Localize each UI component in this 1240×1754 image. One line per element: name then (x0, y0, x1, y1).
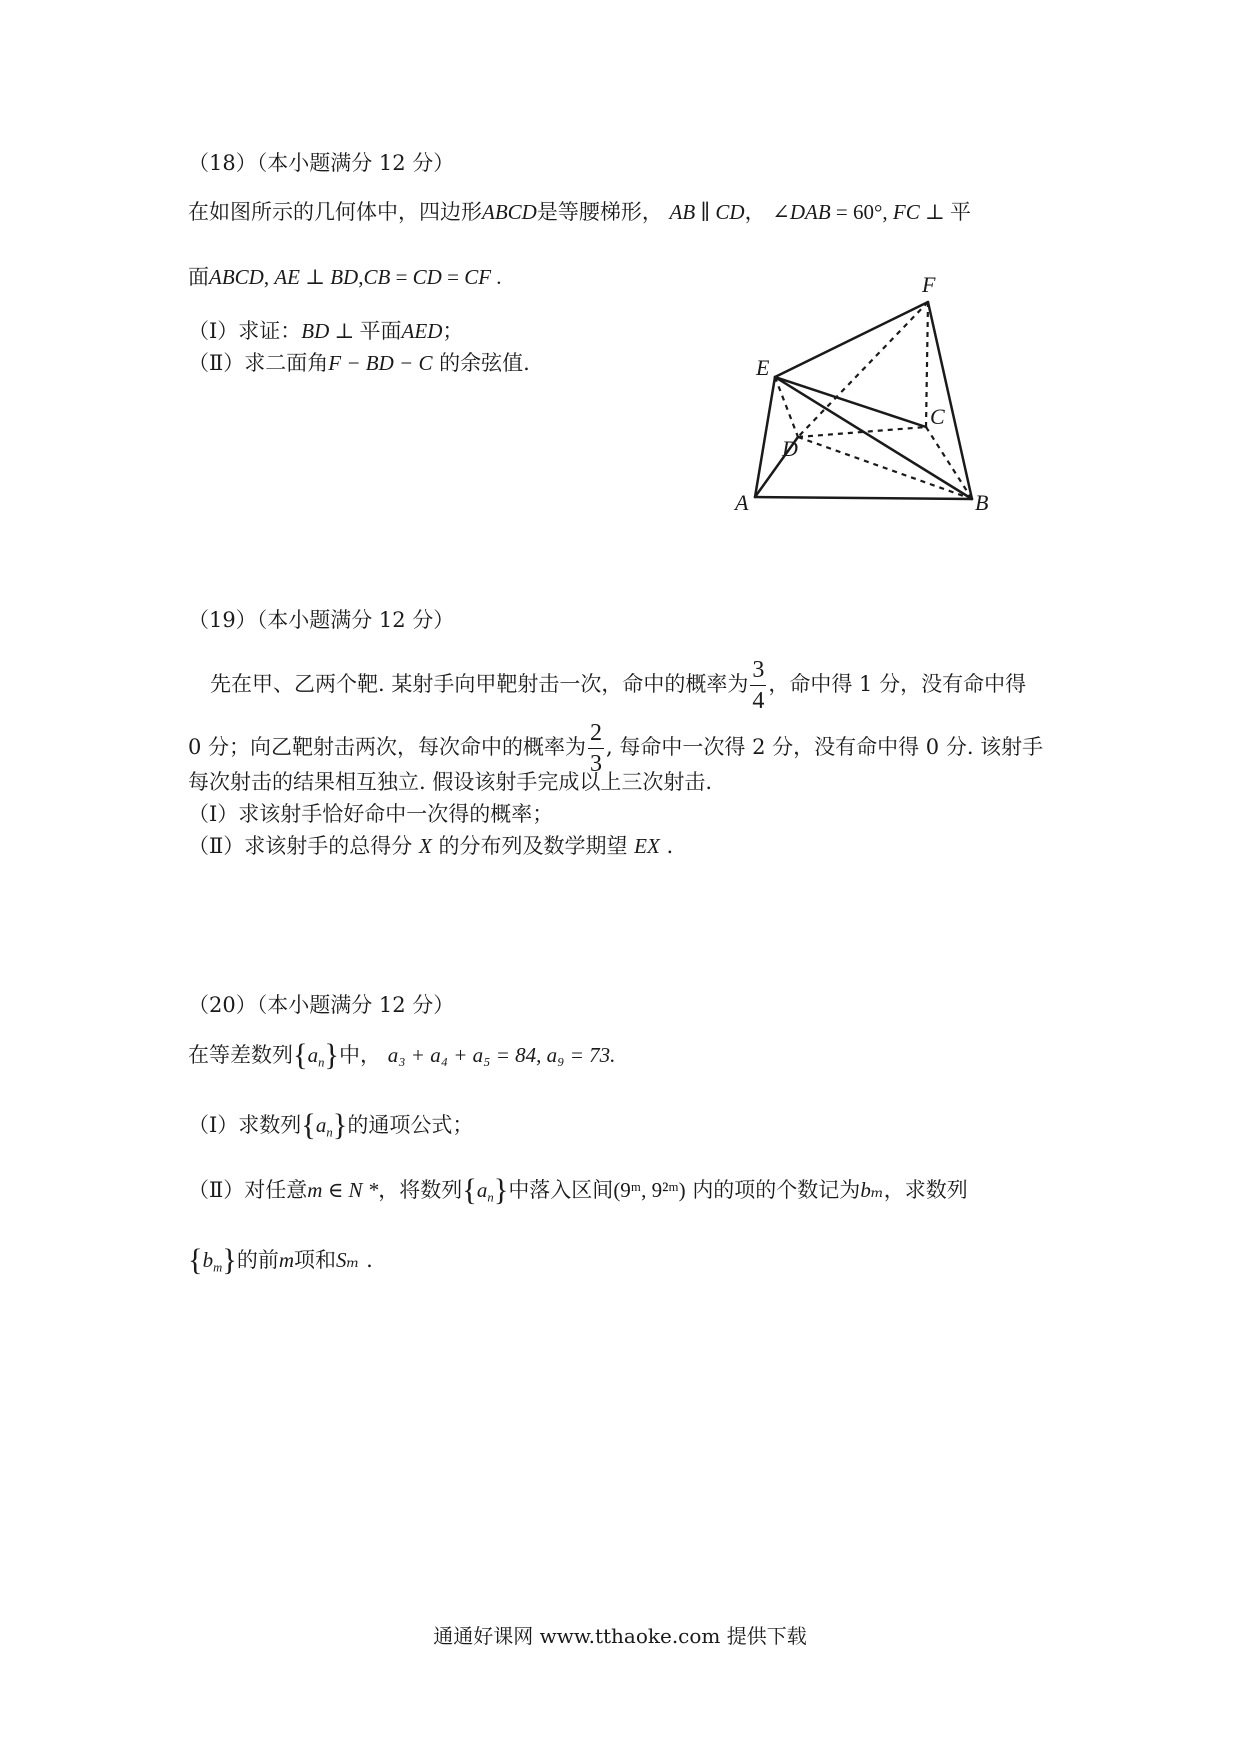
q19-header: （19）（本小题满分 12 分） (188, 608, 455, 632)
q18-header: （18）（本小题满分 12 分） (188, 151, 455, 175)
label-c: C (930, 404, 945, 429)
q18-stem-line1: 在如图所示的几何体中，四边形ABCD是等腰梯形， AB ∥ CD， ∠DAB = 60°, FC ⊥ 平 (188, 200, 972, 224)
geometry-figure (730, 272, 1000, 522)
edge-eb (775, 377, 972, 499)
label-a: A (735, 490, 749, 515)
edge-ab (755, 497, 972, 499)
q18-part1: （Ⅰ）求证：BD ⊥ 平面AED； (188, 319, 464, 343)
label-b: B (975, 490, 989, 515)
q18-stem-line2: 面ABCD, AE ⊥ BD,CB = CD = CF . (188, 265, 502, 289)
fraction-2-3: $\frac{2}{3}$ (590, 720, 603, 777)
edge-dc (798, 427, 926, 437)
fraction-3-4: $\frac{3}{4}$ (752, 657, 765, 714)
q20-part1: （Ⅰ）求数列$\{a_n\}$的通项公式； (188, 1108, 474, 1143)
q19-line1: 先在甲、乙两个靶. 某射手向甲靶射击一次，命中的概率为 $\frac{3}{4}$ ，命中得 1 分，没有命中得 (210, 657, 1027, 714)
label-d: D (782, 436, 798, 461)
q20-header: （20）（本小题满分 12 分） (188, 993, 455, 1017)
q20-part2: （Ⅱ）对任意m ∈ N *，将数列$\{a_n\}$中落入区间(9ᵐ, 9²ᵐ) 内的项的个数记为bₘ，求数列 (188, 1173, 968, 1208)
label-e: E (756, 355, 770, 380)
q19-line3: 每次射击的结果相互独立. 假设该射手完成以上三次射击. (188, 770, 713, 794)
q19-part1: （Ⅰ）求该射手恰好命中一次得的概率； (188, 802, 554, 826)
q19-line2: 0 分；向乙靶射击两次，每次命中的概率为 $\frac{2}{3}$ , 每命中一次得 2 分，没有命中得 0 分. 该射手 (188, 720, 1044, 777)
edge-ec (775, 377, 926, 427)
footer-watermark: 通通好课网 www.tthaoke.com 提供下载 (433, 1624, 807, 1648)
edge-ea (755, 377, 775, 497)
edge-ef (775, 302, 928, 377)
q20-stem: 在等差数列$\{a_n\}$中， a₃ + a₄ + a₅ = 84, a₉ = 73. (188, 1038, 616, 1073)
edge-ed (775, 377, 798, 437)
edge-fc (926, 302, 928, 427)
label-f: F (922, 272, 936, 297)
q19-part2: （Ⅱ）求该射手的总得分 X 的分布列及数学期望 EX . (188, 834, 674, 858)
edge-fb (928, 302, 972, 499)
edge-fd (798, 302, 928, 437)
q20-part2b: $\{b_m\}$的前m项和Sₘ . (188, 1243, 373, 1278)
q18-part2: （Ⅱ）求二面角F − BD − C 的余弦值. (188, 351, 530, 375)
